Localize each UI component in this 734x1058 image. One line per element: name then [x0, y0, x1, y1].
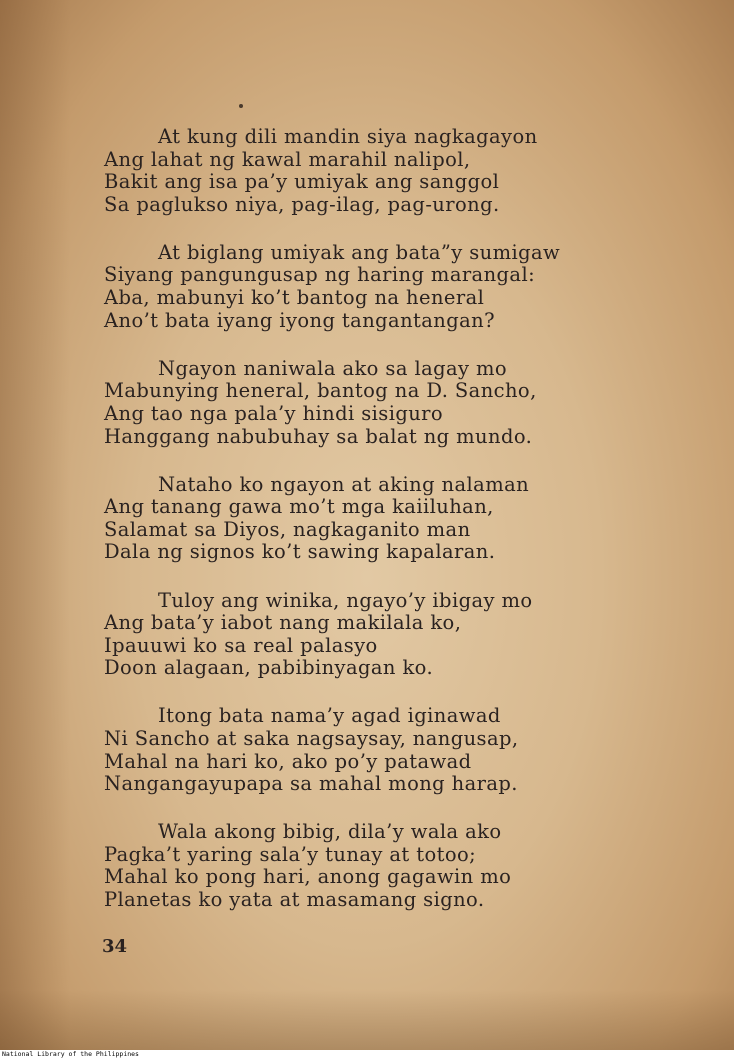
poem-line: Salamat sa Diyos, nagkaganito man: [104, 517, 471, 541]
poem-body: [104, 126, 624, 937]
poem-line: Bakit ang isa pa’y umiyak ang sanggol: [104, 170, 500, 194]
poem-line: Ang tao nga pala’y hindi sisiguro: [104, 401, 444, 425]
poem-line: Sa paglukso niya, pag-ilag, pag-urong.: [104, 192, 500, 216]
poem-line: Doon alagaan, pabibinyagan ko.: [104, 656, 434, 680]
poem-line: Ang tanang gawa mo’t mga kaiiluhan,: [104, 495, 494, 519]
poem-line: Nataho ko ngayon at aking nalaman: [158, 472, 530, 496]
poem-line: Ipauuwi ko sa real palasyo: [104, 633, 378, 657]
poem-line: At kung dili mandin siya nagkagayon: [158, 125, 538, 148]
poem-line: Dala ng signos ko’t sawing kapalaran.: [104, 540, 496, 564]
poem-line: At biglang umiyak ang bata”y sumigaw: [158, 240, 561, 264]
poem-stanza-6: [104, 705, 624, 795]
poem-stanza-4: [104, 474, 624, 564]
library-footer: National Library of the Philippines: [0, 1050, 734, 1058]
poem-line: Siyang pangungusap ng haring marangal:: [104, 263, 536, 287]
poem-line: Ang lahat ng kawal marahil nalipol,: [104, 147, 471, 171]
poem-stanza-1: [104, 126, 624, 216]
poem-line: Ngayon naniwala ako sa lagay mo: [158, 356, 508, 380]
poem-line: Mabunying heneral, bantog na D. Sancho,: [104, 379, 537, 403]
poem-line: Mahal ko pong hari, anong gagawin mo: [104, 865, 512, 889]
page-number: 34: [102, 936, 128, 957]
poem-stanza-5: [104, 590, 624, 680]
poem-stanza-3: [104, 358, 624, 448]
poem-line: Hanggang nabubuhay sa balat ng mundo.: [104, 424, 533, 448]
poem-line: Ni Sancho at saka nagsaysay, nangusap,: [104, 726, 519, 750]
poem-line: Itong bata nama’y agad iginawad: [158, 704, 501, 728]
poem-stanza-7: [104, 821, 624, 911]
poem-line: Mahal na hari ko, ako po’y patawad: [104, 749, 472, 773]
poem-line: Wala akong bibig, dila’y wala ako: [158, 820, 502, 844]
poem-stanza-2: [104, 242, 624, 332]
poem-line: Planetas ko yata at masamang signo.: [104, 888, 485, 912]
poem-line: Tuloy ang winika, ngayo’y ibigay mo: [158, 588, 533, 612]
speck-mark: [239, 104, 243, 108]
poem-line: Pagka’t yaring sala’y tunay at totoo;: [104, 842, 477, 866]
poem-line: Ano’t bata iyang iyong tangantangan?: [104, 308, 495, 332]
poem-line: Nangangayupapa sa mahal mong harap.: [104, 772, 518, 796]
poem-line: Ang bata’y iabot nang makilala ko,: [104, 611, 462, 635]
poem-line: Aba, mabunyi ko’t bantog na heneral: [104, 286, 485, 310]
